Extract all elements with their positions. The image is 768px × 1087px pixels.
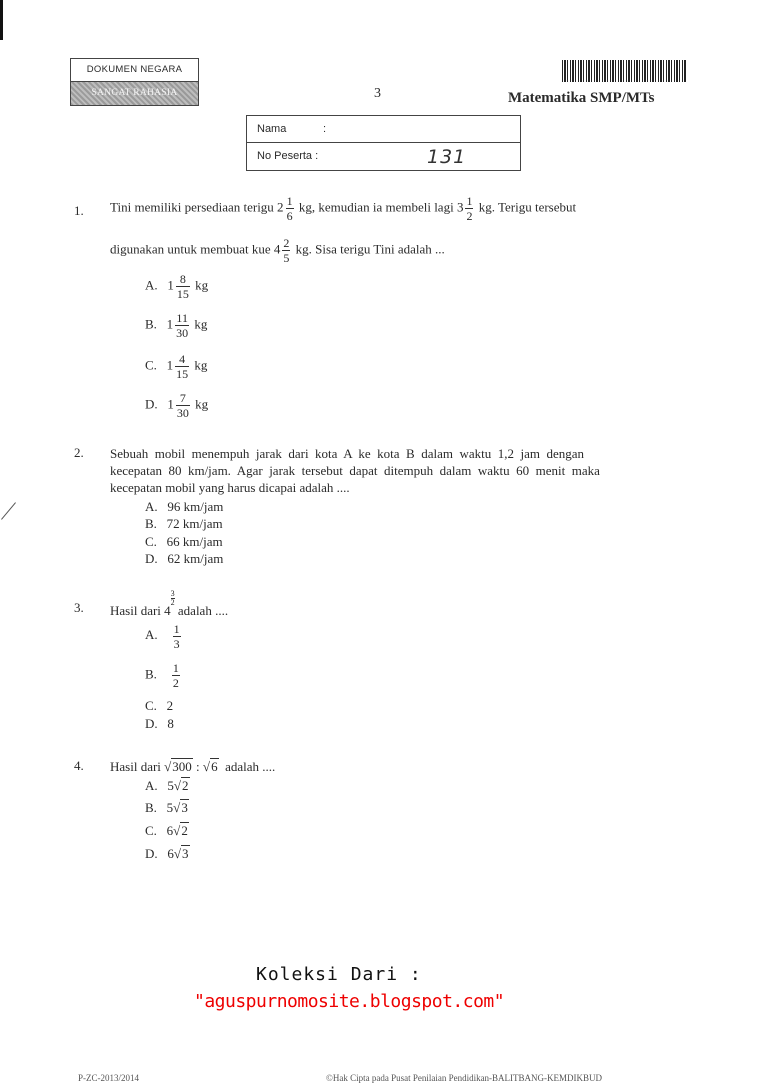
footer-copyright: ©Hak Cipta pada Pusat Penilaian Pendidikan-BALITBANG-KEMDIKBUD	[326, 1073, 603, 1083]
q1-text-b: kg, kemudian ia membeli lagi 3	[298, 199, 464, 215]
question-number: 3.	[74, 600, 84, 615]
peserta-handwritten-value: 131	[427, 146, 467, 168]
q1-fraction-3: $\frac{2}{5}$	[283, 236, 290, 265]
question-number: 1.	[74, 203, 84, 218]
q4-stem: Hasil dari √300 : √6 adalah ....	[110, 759, 276, 774]
q4-option-a: A. 5√2	[145, 778, 189, 793]
q1-text-e: kg. Sisa terigu Tini adalah ...	[295, 241, 445, 257]
classification-label: SANGAT RAHASIA	[71, 82, 198, 105]
barcode-icon	[562, 60, 686, 82]
q3-option-c: C. 2	[145, 698, 174, 713]
q3-option-a: A. $\frac{1}{3}$	[145, 622, 180, 651]
q1-text-d: digunakan untuk membuat kue 4	[110, 241, 281, 257]
page-number: 3	[374, 86, 381, 101]
q3-option-d: D. 8	[145, 716, 174, 731]
q2-option-c: C. 66 km/jam	[145, 534, 223, 549]
q1-text-c: kg. Terigu tersebut	[478, 199, 577, 215]
peserta-label: No Peserta :	[257, 150, 319, 162]
q1-option-d: D. 1 $\frac{7}{30}$ kg	[145, 391, 209, 420]
doc-label: DOKUMEN NEGARA	[71, 59, 198, 82]
q3-option-b: B. $\frac{1}{2}$	[145, 661, 179, 690]
q1-option-a: A. 1 $\frac{8}{15}$ kg	[145, 272, 209, 301]
footer-code: P-ZC-2013/2014	[78, 1073, 140, 1083]
scan-edge-line	[0, 0, 3, 40]
q2-option-d: D. 62 km/jam	[145, 551, 224, 566]
document-classification-box	[70, 58, 199, 106]
question-1-line-2	[110, 236, 445, 265]
name-row	[247, 116, 520, 143]
q2-line-2: kecepatan 80 km/jam. Agar jarak tersebut dapat ditempuh dalam waktu 60 menit maka	[110, 463, 600, 478]
q2-option-b: B. 72 km/jam	[145, 516, 223, 531]
q2-option-a: A. 96 km/jam	[145, 499, 224, 514]
q1-text-a: Tini memiliki persediaan terigu 2	[110, 199, 284, 215]
name-label: Nama	[257, 123, 287, 135]
q2-line-1: Sebuah mobil menempuh jarak dari kota A ke kota B dalam waktu 1,2 jam dengan	[110, 446, 585, 461]
q2-line-3: kecepatan mobil yang harus dicapai adalah ....	[110, 480, 350, 495]
q4-option-b: B. 5√3	[145, 800, 188, 815]
q3-exponent: $\frac{3}{2}$	[170, 589, 175, 607]
identity-box	[246, 115, 521, 171]
q1-option-c: C. 1 $\frac{4}{15}$ kg	[145, 352, 208, 381]
q4-option-c: C. 6√2	[145, 823, 188, 838]
watermark-url: "aguspurnomosite.blogspot.com"	[194, 991, 505, 1012]
q4-option-d: D. 6√3	[145, 846, 189, 861]
question-number: 4.	[74, 758, 84, 773]
question-1-line-1	[110, 194, 576, 223]
scan-pen-mark	[1, 502, 16, 519]
question-number: 2.	[74, 445, 84, 460]
q1-fraction-1: $\frac{1}{6}$	[286, 194, 293, 223]
q1-option-b: B. 1 $\frac{11}{30}$ kg	[145, 311, 208, 340]
q1-fraction-2: $\frac{1}{2}$	[466, 194, 473, 223]
subject-title: Matematika SMP/MTs	[508, 90, 655, 106]
name-colon: :	[323, 123, 327, 135]
peserta-row	[247, 143, 520, 170]
watermark-koleksi: Koleksi Dari :	[256, 964, 422, 985]
q3-stem: Hasil dari 4 $\frac{3}{2}$ adalah ....	[110, 589, 229, 618]
